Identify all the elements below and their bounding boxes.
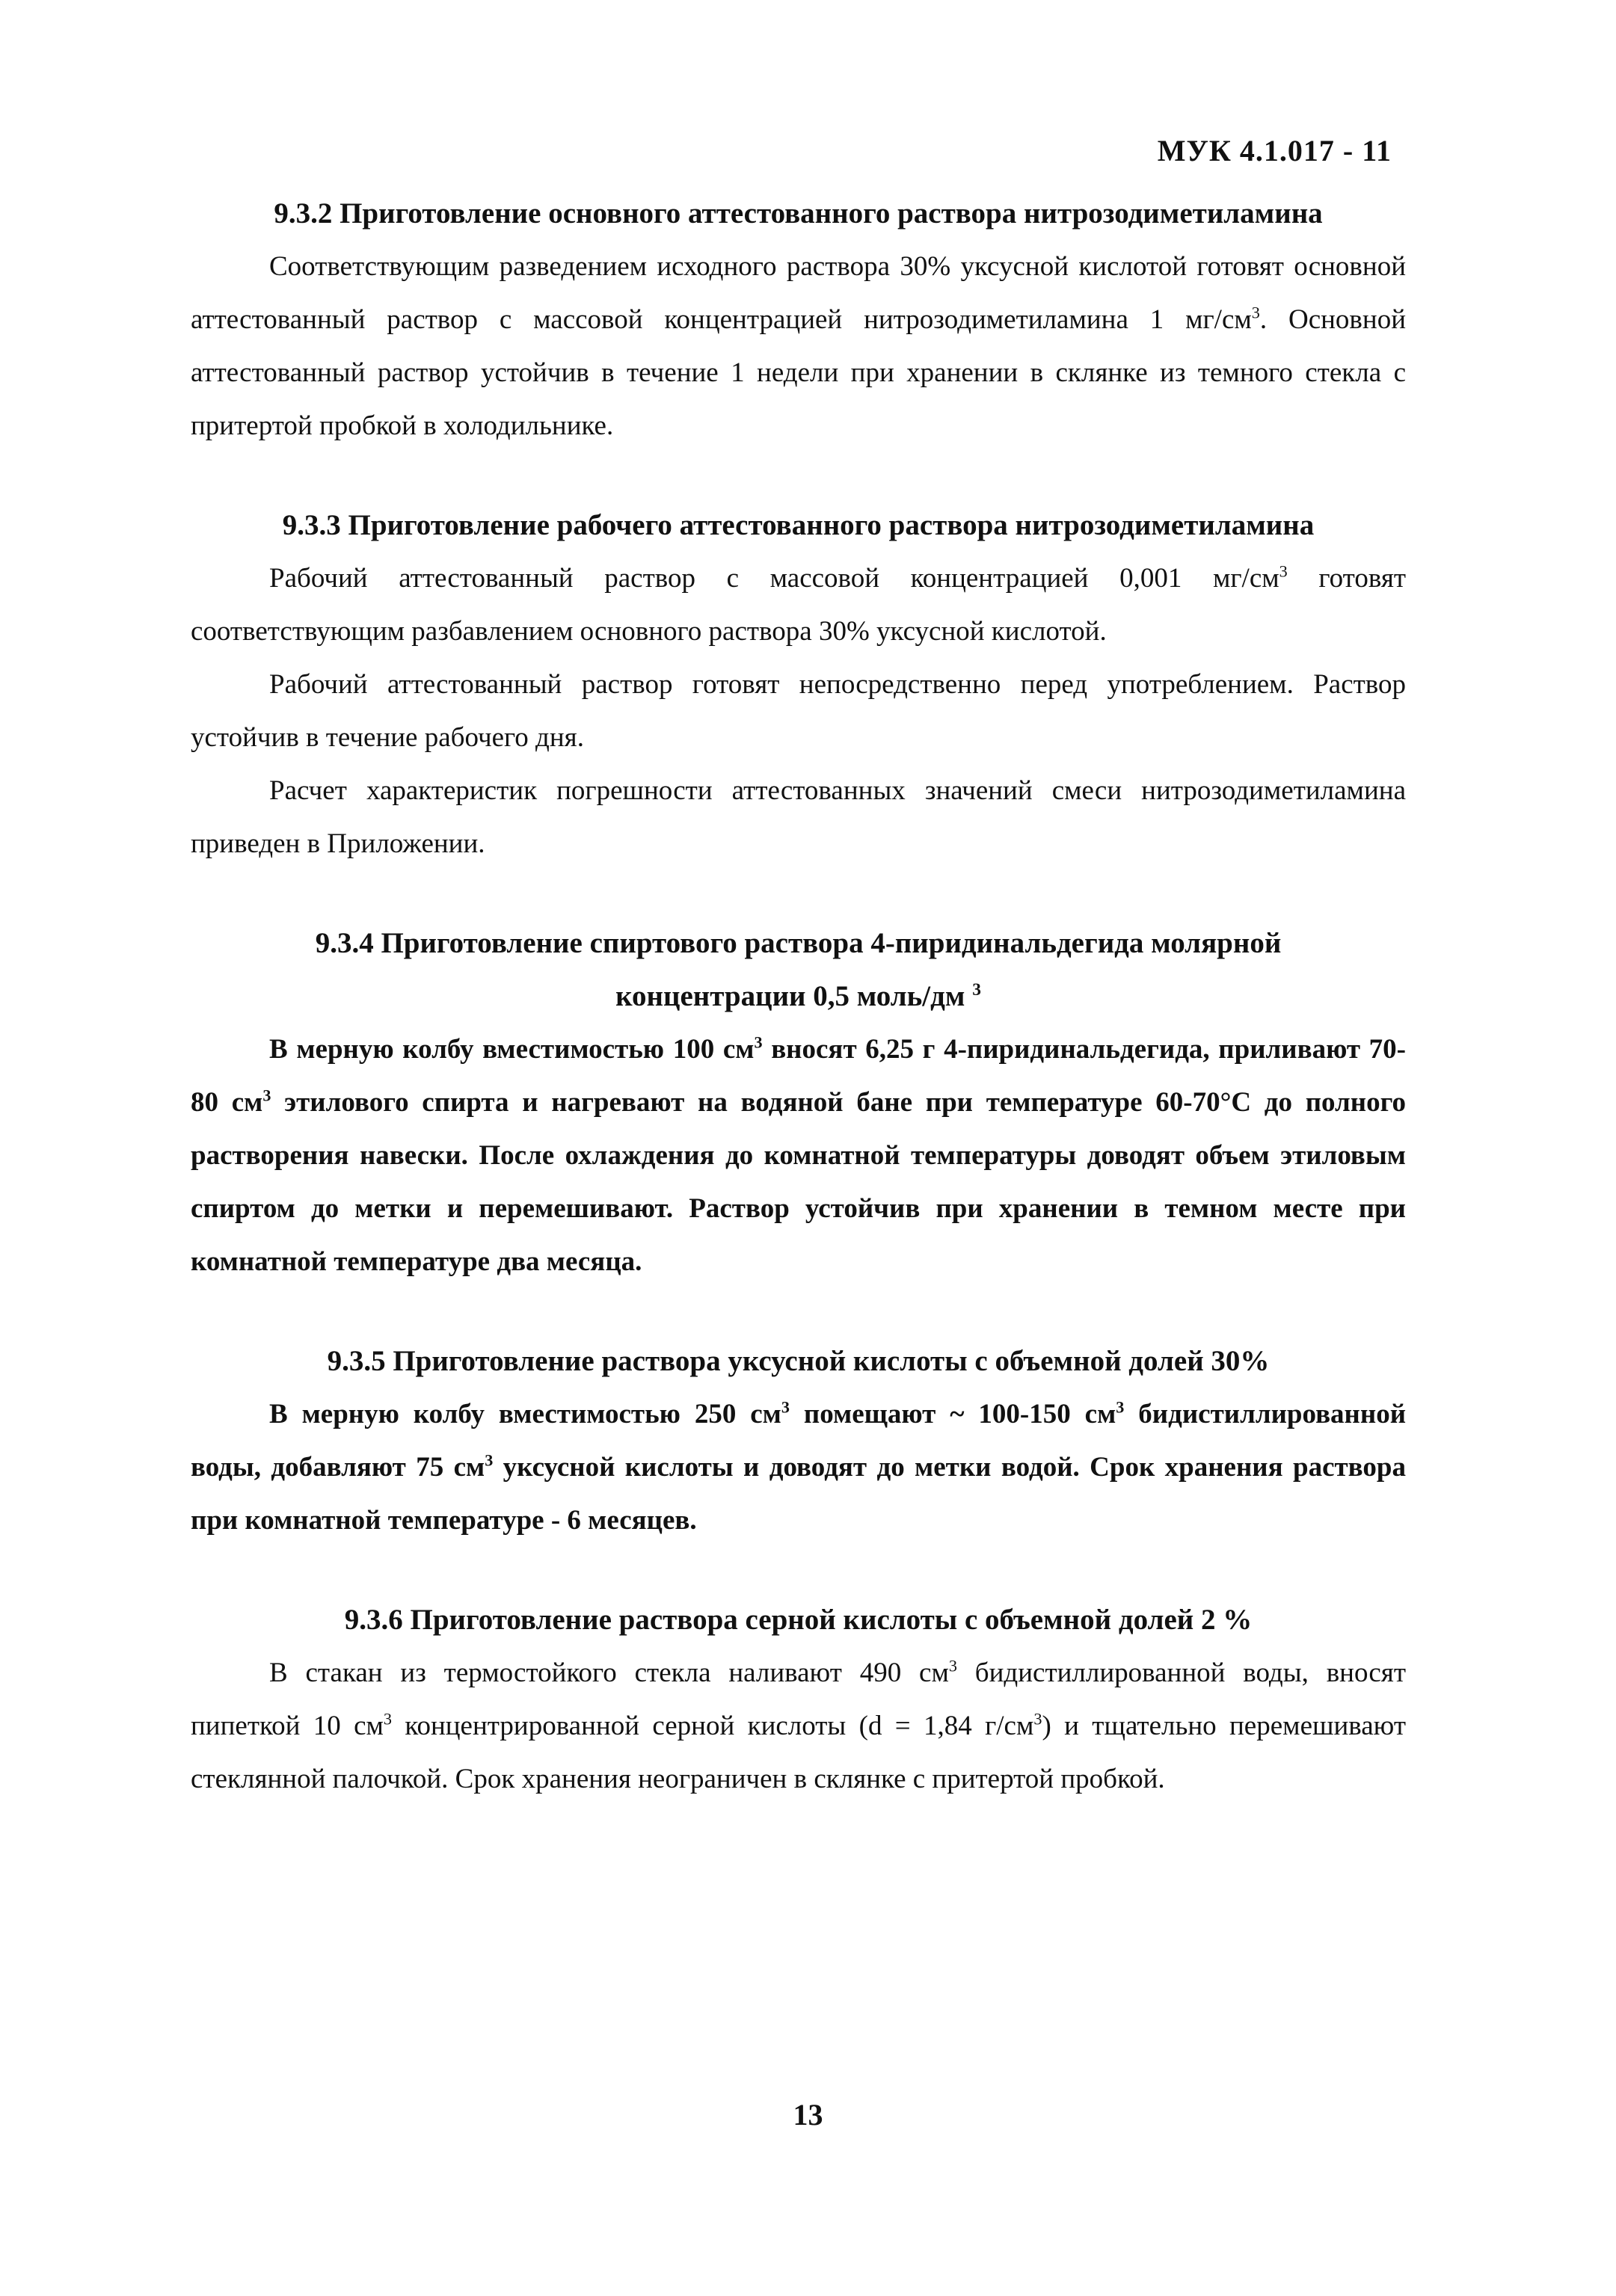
document-body <box>191 187 1406 1806</box>
superscript: 3 <box>1033 1709 1042 1729</box>
superscript: 3 <box>485 1450 494 1470</box>
text-run: В мерную колбу вместимостью 100 см <box>269 1034 755 1065</box>
heading-text: 9.3.4 Приготовление спиртового раствора 4-пиридинальдегида молярной концентрации 0,5 моль/дм <box>315 927 1282 1012</box>
superscript: 3 <box>383 1709 393 1729</box>
superscript: 3 <box>1251 303 1260 322</box>
section-9-3-3-paragraph-2: Рабочий аттестованный раствор готовят непосредственно перед употреблением. Раствор устойчив в течение рабочего дня. <box>191 669 1406 753</box>
section-9-3-5-paragraph <box>191 1388 1406 1547</box>
superscript: 3 <box>1116 1397 1125 1417</box>
superscript: 3 <box>972 980 981 1000</box>
superscript: 3 <box>754 1032 763 1052</box>
page-number: 13 <box>793 2098 823 2132</box>
section-heading-9-3-2: 9.3.2 Приготовление основного аттестованного раствора нитрозодиметиламина <box>274 197 1323 230</box>
section-9-3-3-paragraph-3: Расчет характеристик погрешности аттестованных значений смеси нитрозодиметиламина приведен в Приложении. <box>191 775 1406 859</box>
text-run: Соответствующим разведением исходного раствора 30% уксусной кислотой готовят основной аттестованный раствор с массовой концентрацией нитрозодиметиламина 1 мг/см <box>191 251 1406 335</box>
section-9-3-3-paragraph-1 <box>191 552 1406 658</box>
text-run: этилового спирта и нагревают на водяной бане при температуре 60-70°С до полного растворения навески. После охлаждения до комнатной температуры доводят объем этиловым спиртом до метки и перемешивают. Раствор устойчив при хранении в темном месте при комнатной температуре два месяца. <box>191 1087 1406 1277</box>
text-run: бидистиллированной воды, вносят пипеткой 10 см <box>191 1658 1406 1741</box>
superscript: 3 <box>262 1086 271 1105</box>
section-9-3-2-paragraph <box>191 240 1406 452</box>
document-code: МУК 4.1.017 - 11 <box>1157 134 1392 167</box>
section-heading-9-3-4 <box>191 917 1406 1023</box>
text-run: . Основной аттестованный раствор устойчив в течение 1 недели при хранении в склянке из темного стекла с притертой пробкой в холодильнике. <box>191 304 1407 441</box>
section-heading-9-3-3: 9.3.3 Приготовление рабочего аттестованного раствора нитрозодиметиламина <box>282 509 1315 541</box>
section-9-3-6-paragraph <box>191 1646 1406 1806</box>
superscript: 3 <box>781 1397 790 1417</box>
text-run: В стакан из термостойкого стекла наливают 490 см <box>269 1658 949 1688</box>
superscript: 3 <box>948 1656 957 1675</box>
text-run: уксусной кислоты и доводят до метки водой. Срок хранения раствора при комнатной температуре - 6 месяцев. <box>191 1452 1406 1536</box>
text-run: концентрированной серной кислоты (d = 1,84 г/см <box>392 1711 1034 1741</box>
text-run: бидистиллированной воды, добавляют 75 см <box>191 1399 1407 1483</box>
text-run: ) и тщательно перемешивают стеклянной палочкой. Срок хранения неограничен в склянке с притертой пробкой. <box>191 1711 1407 1794</box>
text-run: готовят соответствующим разбавлением основного раствора 30% уксусной кислотой. <box>191 563 1407 647</box>
section-heading-9-3-5: 9.3.5 Приготовление раствора уксусной кислоты с объемной долей 30% <box>327 1345 1270 1377</box>
text-run: Рабочий аттестованный раствор с массовой концентрацией 0,001 мг/см <box>269 563 1279 594</box>
text-run: помещают ~ 100-150 см <box>789 1399 1116 1429</box>
text-run: В мерную колбу вместимостью 250 см <box>269 1399 781 1429</box>
section-heading-9-3-6: 9.3.6 Приготовление раствора серной кислоты с объемной долей 2 % <box>344 1604 1253 1636</box>
superscript: 3 <box>1279 561 1288 581</box>
text-run: вносят 6,25 г 4-пиридинальдегида, приливают 70-80 см <box>191 1034 1406 1118</box>
section-9-3-4-paragraph <box>191 1023 1406 1288</box>
